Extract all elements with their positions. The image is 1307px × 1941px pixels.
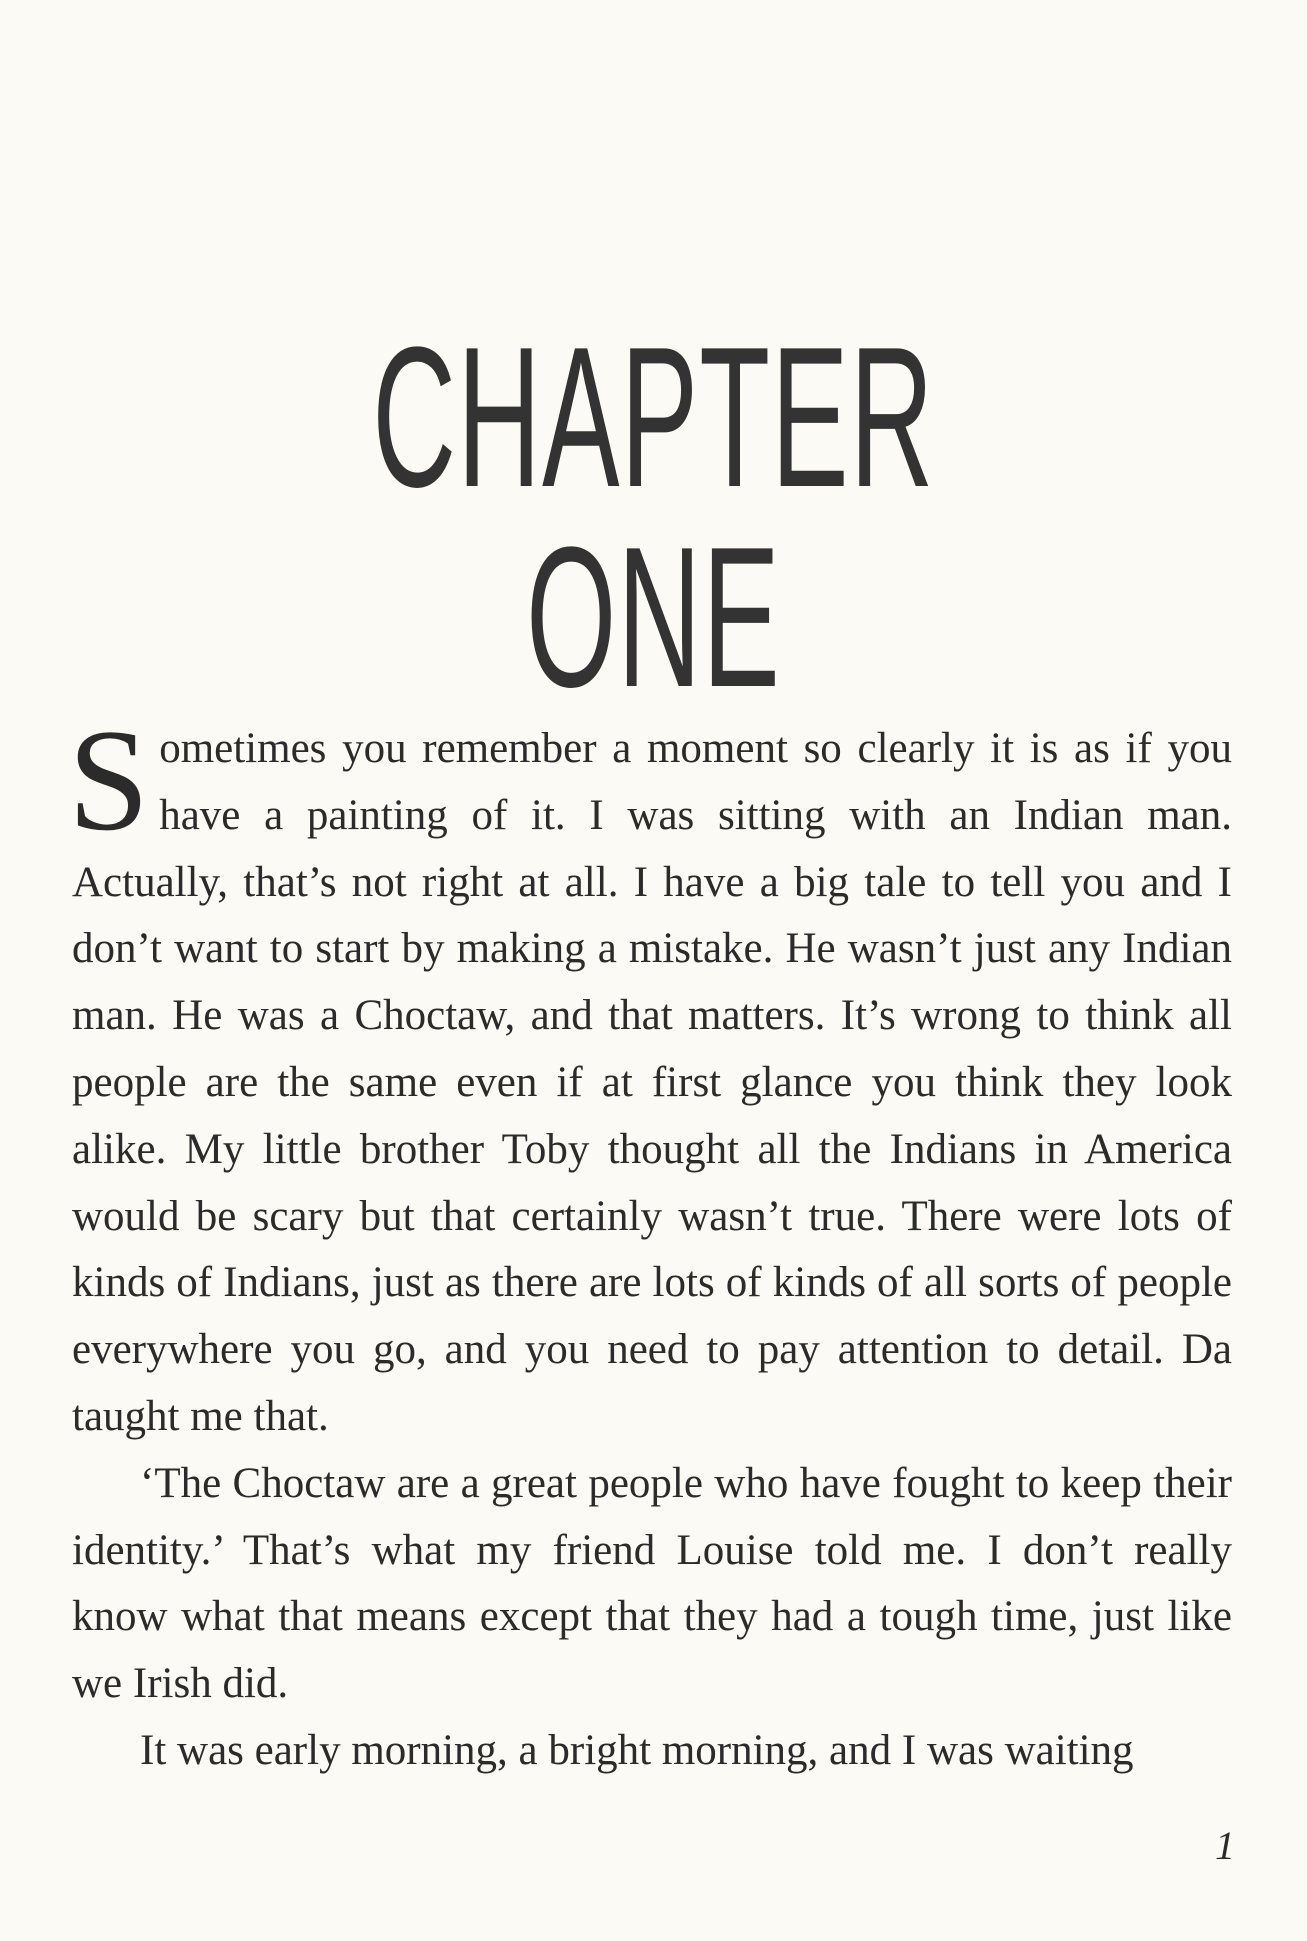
chapter-body [68, 699, 1232, 1785]
page-number: 1 [1215, 1823, 1235, 1868]
chapter-title: CHAPTER ONE [372, 306, 935, 729]
paragraph-2: ‘The Choctaw are a great people who have fought to keep their identity.’ That’s what my friend Louise told me. I don’t really know what that means except that they had a tough time, just like we Irish did. [72, 1459, 1232, 1708]
paragraph-1-text: ometimes you remember a moment so clearly it is as if you have a painting of it. I was sitting with an Indian man. Actually, that’s not right at all. I have a big tale to tell you and I don’t want to start by making a mistake. He wasn’t just any Indian man. He was a Choctaw, and that matters. It’s wrong to think all people are the same even if at first glance you think they look alike. My little brother Toby thought all the Indians in America would be scary but that certainly wasn’t true. There were lots of kinds of Indians, just as there are lots of kinds of all sorts of people everywhere you go, and you need to pay attention to detail. Da taught me that. [72, 725, 1232, 1440]
paragraph-1 [68, 699, 1232, 1451]
drop-cap: S [68, 699, 150, 861]
paragraph-3: It was early morning, a bright morning, and I was waiting [140, 1726, 1134, 1774]
